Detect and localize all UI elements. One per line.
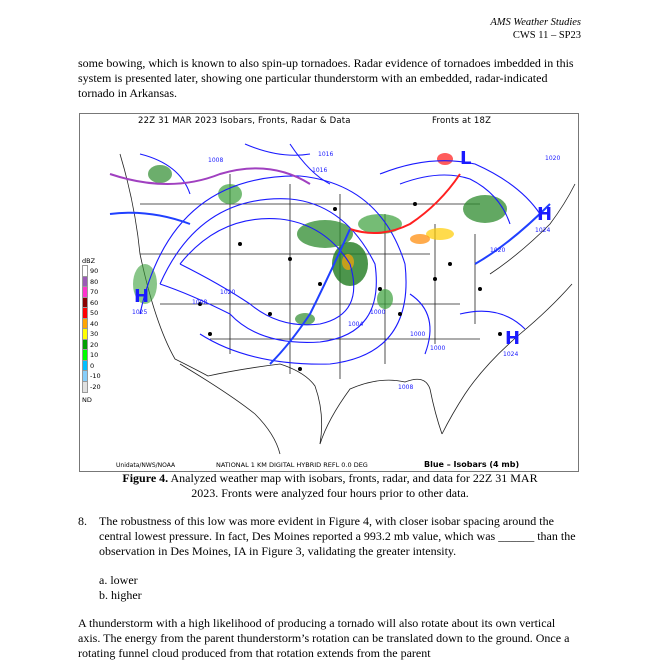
- isobar-label: 1020: [545, 155, 561, 162]
- question-number: 8.: [78, 514, 87, 528]
- caption-text: Analyzed weather map with isobars, fronts, radar, and data for 22Z 31 MAR 2023. Fronts were analyzed four hours prior to other data.: [168, 471, 538, 500]
- high-pressure-center: H: [505, 328, 521, 349]
- map-footer-product: NATIONAL 1 KM DIGITAL HYBRID REFL 0.0 DEG: [216, 461, 368, 469]
- legend-label: 0: [90, 361, 95, 370]
- isobar-label: 1000: [370, 309, 386, 316]
- isobar-label: 1000: [410, 331, 426, 338]
- isobar-label: 1000: [430, 345, 446, 352]
- legend-label: 50: [90, 309, 99, 318]
- option-a[interactable]: a. lower: [99, 573, 138, 587]
- option-b[interactable]: b. higher: [99, 588, 142, 602]
- map-canvas: [80, 114, 578, 471]
- isobar-label: 1004: [348, 321, 364, 328]
- isobar-label: 1008: [192, 299, 208, 306]
- legend-label: 90: [90, 267, 99, 276]
- map-footer-legend: Blue – Isobars (4 mb): [424, 460, 520, 469]
- legend-label: 40: [90, 319, 99, 328]
- outro-paragraph: A thunderstorm with a high likelihood of producing a tornado will also rotate about its own vertical axis. The energy from the parent thunderstorm’s rotation can be translated down to the ground. Once a rotating funnel cloud produced from that rotation extends from the parent: [78, 616, 570, 660]
- pressure-center-value: 1025: [132, 309, 148, 316]
- map-fronts-time: Fronts at 18Z: [432, 116, 492, 126]
- figure-caption: [110, 471, 550, 501]
- weather-map-figure: [79, 113, 579, 472]
- legend-label: -10: [90, 372, 101, 381]
- question-text: The robustness of this low was more evident in Figure 4, with closer isobar spacing around the central lowest pressure. In fact, Des Moines reported a 993.2 mb value, which was ______ than the observation in Des Moines, IA in Figure 3, validating the greater intensity.: [99, 514, 576, 558]
- question-8: [78, 514, 578, 559]
- low-pressure-center: L: [460, 148, 472, 169]
- isobar-label: 1008: [208, 157, 224, 164]
- isobar-label: 1020: [490, 247, 506, 254]
- legend-unit: dBZ: [82, 257, 96, 265]
- course-code: CWS 11 – SP23: [512, 30, 581, 41]
- answer-options: [99, 573, 142, 603]
- pressure-center-value: 1024: [535, 227, 551, 234]
- legend-label: 10: [90, 351, 99, 360]
- isobar-label: 1016: [318, 151, 334, 158]
- caption-label: Figure 4.: [122, 471, 169, 485]
- coastline: [120, 154, 575, 454]
- course-name: AMS Weather Studies: [490, 17, 581, 28]
- legend-label: 70: [90, 288, 99, 297]
- legend-label: 30: [90, 330, 99, 339]
- pressure-center-value: 1024: [503, 351, 519, 358]
- map-title: 22Z 31 MAR 2023 Isobars, Fronts, Radar & Data: [138, 116, 351, 126]
- page-header: [490, 16, 581, 42]
- legend-label: 80: [90, 277, 99, 286]
- high-pressure-center: H: [134, 286, 150, 307]
- map-footer-source: Unidata/NWS/NOAA: [116, 462, 176, 469]
- high-pressure-center: H: [537, 204, 553, 225]
- isobar-label: 1016: [312, 167, 328, 174]
- legend-label: 60: [90, 298, 99, 307]
- legend-end: ND: [82, 396, 92, 404]
- isobar-label: 1020: [220, 289, 236, 296]
- intro-paragraph: some bowing, which is known to also spin-up tornadoes. Radar evidence of tornadoes imbedded in this system is presented later, showing one particular thunderstorm with an embedded, radar-indicated tornado in Arkansas.: [78, 56, 574, 100]
- isobar-label: 1008: [398, 384, 414, 391]
- legend-label: -20: [90, 382, 101, 391]
- legend-label: 20: [90, 340, 99, 349]
